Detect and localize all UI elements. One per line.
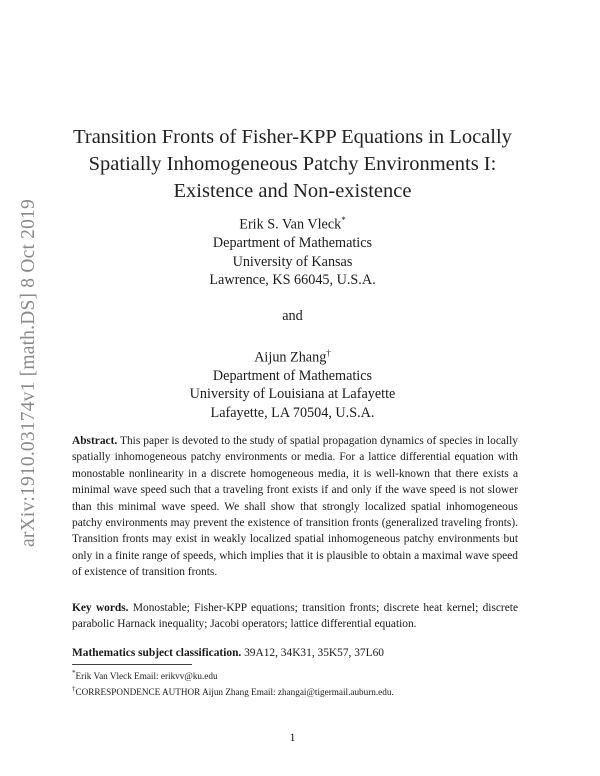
footnotes — [72, 667, 522, 698]
keywords-text: Monostable; Fisher-KPP equations; transition fronts; discrete heat kernel; discrete parabolic Harnack inequality; Jacobi operators; lattice differential equation. — [72, 602, 519, 631]
footnote-text: CORRESPONDENCE AUTHOR Aijun Zhang Email: zhangai@tigermail.auburn.edu. — [75, 686, 394, 697]
footnote — [72, 683, 522, 699]
abstract-label: Abstract. — [72, 435, 118, 447]
footnote-rule — [72, 664, 192, 665]
title-line: Transition Fronts of Fisher-KPP Equations in Locally — [73, 126, 512, 148]
author2-dept: Department of Mathematics — [212, 367, 373, 384]
msc-text: 39A12, 34K31, 35K57, 37L60 — [244, 647, 384, 659]
title-line: Spatially Inhomogeneous Patchy Environments I: — [88, 153, 497, 175]
msc-classification — [72, 645, 518, 661]
footnote — [72, 667, 522, 683]
page-number: 1 — [289, 730, 296, 744]
footnote-text: Erik Van Vleck Email: erikvv@ku.edu — [75, 671, 218, 682]
author2-footnote-mark: † — [326, 347, 331, 358]
author1-name: Erik S. Van Vleck — [239, 216, 342, 233]
author1-name-line — [60, 211, 525, 234]
footnote-mark: † — [72, 684, 76, 693]
author1-footnote-mark: * — [341, 215, 346, 225]
author1-dept: Department of Mathematics — [212, 235, 373, 252]
arxiv-stamp-text: arXiv:1910.03174v1 [math.DS] 8 Oct 2019 — [18, 199, 39, 547]
abstract-text: This paper is devoted to the study of spatial propagation dynamics of species in locally spatially inhomogeneous patchy environments or media. For a lattice differential equation with monostable nonlinearity in a discrete homogeneous media, it is well-known that there exists a minimal wave speed such that a traveling front exists if and only if the wave speed is not slower than this minimal wave speed. We shall show that strongly localized spatial inhomogeneous patchy environments may prevent the existence of transition fronts (generalized traveling fronts). Transition fronts may exist in weakly localized spatial inhomogeneous patchy environments but only in a finite range of speeds, which implies that it is plausible to obtain a maximal wave speed of existence of transition fronts. — [72, 435, 518, 579]
arxiv-stamp — [15, 183, 43, 563]
author2-addr: Lafayette, LA 70504, U.S.A. — [210, 404, 375, 421]
author1-addr: Lawrence, KS 66045, U.S.A. — [209, 271, 376, 288]
author-block — [60, 211, 525, 422]
author2-name-line — [60, 344, 525, 367]
title-line: Existence and Non-existence — [173, 180, 412, 202]
keywords-label: Key words. — [72, 602, 129, 614]
paper-title — [60, 124, 525, 205]
author2-name: Aijun Zhang — [254, 349, 327, 366]
footnote-mark: * — [72, 669, 76, 677]
abstract — [72, 433, 518, 581]
keywords — [72, 600, 518, 633]
msc-label: Mathematics subject classification. — [72, 647, 242, 659]
author1-univ: University of Kansas — [232, 253, 353, 270]
author2-univ: University of Louisiana at Lafayette — [189, 386, 396, 403]
and-separator: and — [282, 308, 303, 325]
